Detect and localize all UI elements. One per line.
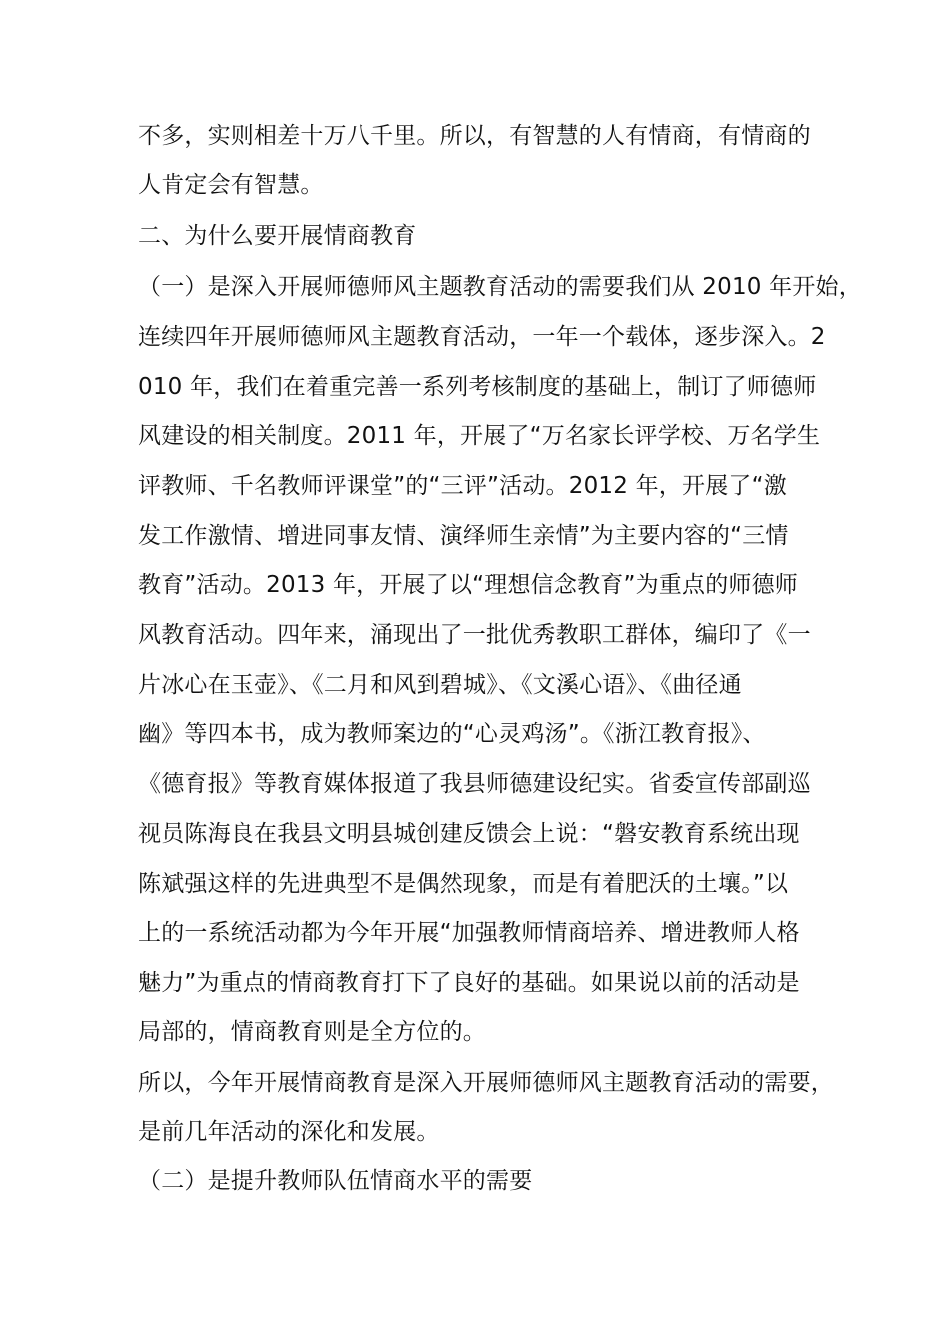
- text-line: 评教师、千名教师评课堂”的“三评”活动。2012 年，开展了“激: [138, 473, 787, 499]
- subsection-heading: （二）是提升教师队伍情商水平的需要: [138, 1168, 533, 1194]
- subsection-heading: （一）是深入开展师德师风主题教育活动的需要我们从 2010 年开始，: [138, 274, 862, 300]
- text-line: 教育”活动。2013 年，开展了以“理想信念教育”为重点的师德师: [138, 572, 798, 598]
- text-line: 风教育活动。四年来，涌现出了一批优秀教职工群体，编印了《一: [138, 622, 811, 648]
- text-line: 陈斌强这样的先进典型不是偶然现象，而是有着肥沃的土壤。”以: [138, 871, 789, 897]
- text-line: 人肯定会有智慧。: [138, 172, 324, 198]
- text-line: 风建设的相关制度。2011 年，开展了“万名家长评学校、万名学生: [138, 423, 821, 449]
- text-line: 《德育报》等教育媒体报道了我县师德建设纪实。省委宣传部副巡: [138, 771, 811, 797]
- text-line: 魅力”为重点的情商教育打下了良好的基础。如果说以前的活动是: [138, 970, 800, 996]
- text-line: 局部的，情商教育则是全方位的。: [138, 1019, 486, 1045]
- text-line: 不多，实则相差十万八千里。所以，有智慧的人有情商，有情商的: [138, 123, 811, 149]
- text-line: 发工作激情、增进同事友情、演绎师生亲情”为主要内容的“三情: [138, 523, 789, 549]
- text-line: 是前几年活动的深化和发展。: [138, 1119, 440, 1145]
- text-line: 连续四年开展师德师风主题教育活动，一年一个载体，逐步深入。2: [138, 324, 826, 350]
- text-line: 片冰心在玉壶》、《二月和风到碧城》、《文溪心语》、《曲径通: [138, 672, 742, 698]
- text-line: 幽》等四本书，成为教师案边的“心灵鸡汤”。《浙江教育报》、: [138, 721, 766, 747]
- section-heading: 二、为什么要开展情商教育: [138, 223, 417, 249]
- text-line: 010 年，我们在着重完善一系列考核制度的基础上，制订了师德师: [138, 374, 817, 400]
- text-line: 视员陈海良在我县文明县城创建反馈会上说：“磐安教育系统出现: [138, 821, 800, 847]
- text-line: 所以，今年开展情商教育是深入开展师德师风主题教育活动的需要，: [138, 1070, 834, 1096]
- text-line: 上的一系统活动都为今年开展“加强教师情商培养、增进教师人格: [138, 920, 800, 946]
